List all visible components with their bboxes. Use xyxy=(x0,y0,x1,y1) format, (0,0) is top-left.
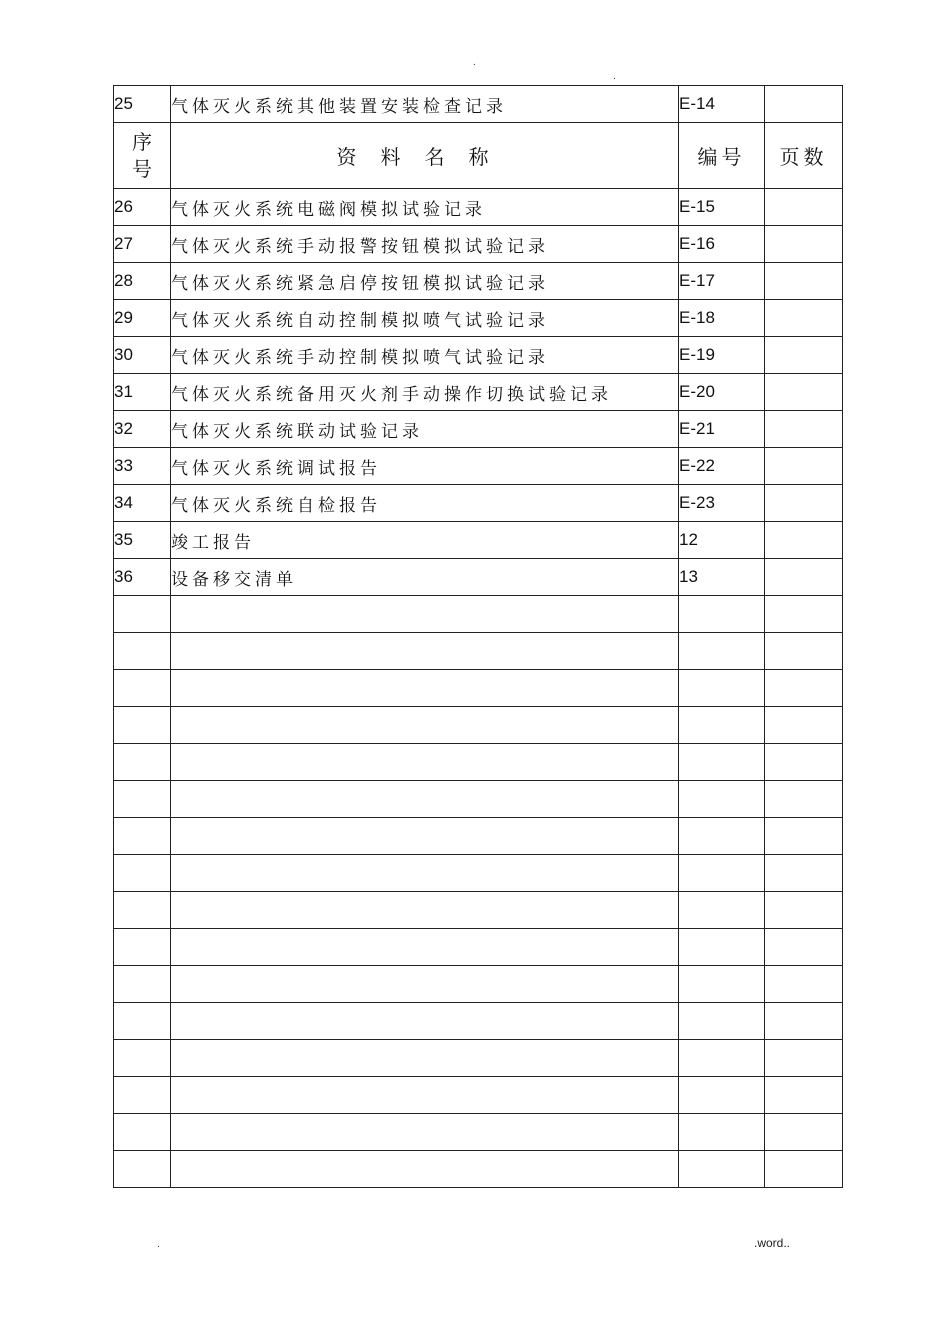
row-number: 28 xyxy=(114,263,171,300)
document-code: E-14 xyxy=(679,86,765,123)
page-count xyxy=(765,1003,843,1040)
table-row xyxy=(114,522,843,559)
document-code xyxy=(679,966,765,1003)
table-row xyxy=(114,966,843,1003)
row-number xyxy=(114,1040,171,1077)
page-count xyxy=(765,448,843,485)
page-count xyxy=(765,485,843,522)
page-count xyxy=(765,226,843,263)
document-name xyxy=(171,1151,679,1188)
row-number xyxy=(114,781,171,818)
document-index-table xyxy=(113,85,843,1188)
row-number: 26 xyxy=(114,189,171,226)
page-count xyxy=(765,1151,843,1188)
table-row xyxy=(114,707,843,744)
page-count xyxy=(765,633,843,670)
document-name: 气体灭火系统手动控制模拟喷气试验记录 xyxy=(171,337,679,374)
document-code xyxy=(679,929,765,966)
table-row xyxy=(114,1003,843,1040)
row-number: 34 xyxy=(114,485,171,522)
document-code xyxy=(679,1077,765,1114)
document-code: E-20 xyxy=(679,374,765,411)
table-row xyxy=(114,448,843,485)
document-code xyxy=(679,818,765,855)
row-number xyxy=(114,929,171,966)
table-row xyxy=(114,300,843,337)
table-row xyxy=(114,226,843,263)
document-code xyxy=(679,855,765,892)
table-row xyxy=(114,633,843,670)
document-code xyxy=(679,1114,765,1151)
document-name: 气体灭火系统联动试验记录 xyxy=(171,411,679,448)
document-code: 13 xyxy=(679,559,765,596)
document-name xyxy=(171,1003,679,1040)
page-count xyxy=(765,670,843,707)
row-number xyxy=(114,707,171,744)
page-count xyxy=(765,337,843,374)
row-number xyxy=(114,1114,171,1151)
row-number: 36 xyxy=(114,559,171,596)
document-name: 气体灭火系统电磁阀模拟试验记录 xyxy=(171,189,679,226)
row-number xyxy=(114,966,171,1003)
row-number xyxy=(114,1003,171,1040)
document-name: 气体灭火系统备用灭火剂手动操作切换试验记录 xyxy=(171,374,679,411)
page-count xyxy=(765,374,843,411)
document-code: E-22 xyxy=(679,448,765,485)
document-name xyxy=(171,744,679,781)
page-count xyxy=(765,744,843,781)
page-count xyxy=(765,818,843,855)
document-code: E-23 xyxy=(679,485,765,522)
document-name xyxy=(171,892,679,929)
document-code: E-16 xyxy=(679,226,765,263)
page-count xyxy=(765,559,843,596)
document-name xyxy=(171,1040,679,1077)
page-count xyxy=(765,707,843,744)
header-code: 编号 xyxy=(679,123,765,189)
table-row xyxy=(114,1151,843,1188)
document-code: 12 xyxy=(679,522,765,559)
document-code xyxy=(679,1003,765,1040)
document-name: 竣工报告 xyxy=(171,522,679,559)
document-code xyxy=(679,1151,765,1188)
row-number xyxy=(114,892,171,929)
table-row xyxy=(114,1077,843,1114)
header-number xyxy=(114,123,171,189)
page-count xyxy=(765,300,843,337)
document-code xyxy=(679,707,765,744)
table-row xyxy=(114,374,843,411)
document-name xyxy=(171,855,679,892)
table-row xyxy=(114,929,843,966)
row-number xyxy=(114,818,171,855)
document-name: 气体灭火系统自动控制模拟喷气试验记录 xyxy=(171,300,679,337)
row-number xyxy=(114,670,171,707)
table-row xyxy=(114,559,843,596)
table-row xyxy=(114,892,843,929)
page-count xyxy=(765,855,843,892)
table-row xyxy=(114,855,843,892)
table-row xyxy=(114,1040,843,1077)
document-name xyxy=(171,670,679,707)
row-number: 35 xyxy=(114,522,171,559)
document-name xyxy=(171,596,679,633)
table-row xyxy=(114,189,843,226)
page-count xyxy=(765,522,843,559)
page-count xyxy=(765,86,843,123)
document-code xyxy=(679,781,765,818)
row-number: 29 xyxy=(114,300,171,337)
row-number: 30 xyxy=(114,337,171,374)
header-pages: 页数 xyxy=(765,123,843,189)
table-row xyxy=(114,1114,843,1151)
document-name xyxy=(171,633,679,670)
row-number: 25 xyxy=(114,86,171,123)
document-code xyxy=(679,1040,765,1077)
table-row xyxy=(114,337,843,374)
row-number xyxy=(114,744,171,781)
document-name xyxy=(171,781,679,818)
header-number-line2: 号 xyxy=(132,156,152,181)
page-count xyxy=(765,189,843,226)
row-number xyxy=(114,596,171,633)
page-count xyxy=(765,1077,843,1114)
table-row xyxy=(114,818,843,855)
document-code: E-18 xyxy=(679,300,765,337)
document-code xyxy=(679,596,765,633)
document-code: E-21 xyxy=(679,411,765,448)
page-count xyxy=(765,929,843,966)
document-code xyxy=(679,744,765,781)
page-count xyxy=(765,263,843,300)
document-name: 气体灭火系统其他装置安装检查记录 xyxy=(171,86,679,123)
page-count xyxy=(765,1040,843,1077)
row-number: 27 xyxy=(114,226,171,263)
document-name: 设备移交清单 xyxy=(171,559,679,596)
table-row xyxy=(114,485,843,522)
document-name xyxy=(171,818,679,855)
header-number-line1: 序 xyxy=(132,129,152,154)
document-code: E-15 xyxy=(679,189,765,226)
header-dot-left: . xyxy=(473,57,476,68)
table-row xyxy=(114,670,843,707)
table-row xyxy=(114,781,843,818)
table-body xyxy=(114,86,843,1188)
document-name xyxy=(171,929,679,966)
page-count xyxy=(765,1114,843,1151)
footer-watermark: .word.. xyxy=(754,1236,791,1250)
document-code: E-19 xyxy=(679,337,765,374)
page-count xyxy=(765,781,843,818)
header-dot-right: . xyxy=(613,71,616,82)
row-number: 33 xyxy=(114,448,171,485)
row-number xyxy=(114,1077,171,1114)
header-name: 资料名称 xyxy=(171,123,679,189)
document-code xyxy=(679,892,765,929)
document-name: 气体灭火系统调试报告 xyxy=(171,448,679,485)
page-count xyxy=(765,411,843,448)
row-number xyxy=(114,1151,171,1188)
table-row xyxy=(114,86,843,123)
row-number xyxy=(114,855,171,892)
document-name xyxy=(171,707,679,744)
document-code xyxy=(679,670,765,707)
page-count xyxy=(765,892,843,929)
document-name xyxy=(171,966,679,1003)
document-name: 气体灭火系统手动报警按钮模拟试验记录 xyxy=(171,226,679,263)
table-row xyxy=(114,744,843,781)
table-row xyxy=(114,263,843,300)
row-number xyxy=(114,633,171,670)
table-row xyxy=(114,411,843,448)
document-name: 气体灭火系统自检报告 xyxy=(171,485,679,522)
row-number: 31 xyxy=(114,374,171,411)
table-row xyxy=(114,596,843,633)
document-name: 气体灭火系统紧急启停按钮模拟试验记录 xyxy=(171,263,679,300)
document-name xyxy=(171,1114,679,1151)
document-code: E-17 xyxy=(679,263,765,300)
table-header-row xyxy=(114,123,843,189)
page-count xyxy=(765,596,843,633)
document-name xyxy=(171,1077,679,1114)
footer-dot-left: . xyxy=(157,1239,160,1250)
page-count xyxy=(765,966,843,1003)
row-number: 32 xyxy=(114,411,171,448)
document-code xyxy=(679,633,765,670)
